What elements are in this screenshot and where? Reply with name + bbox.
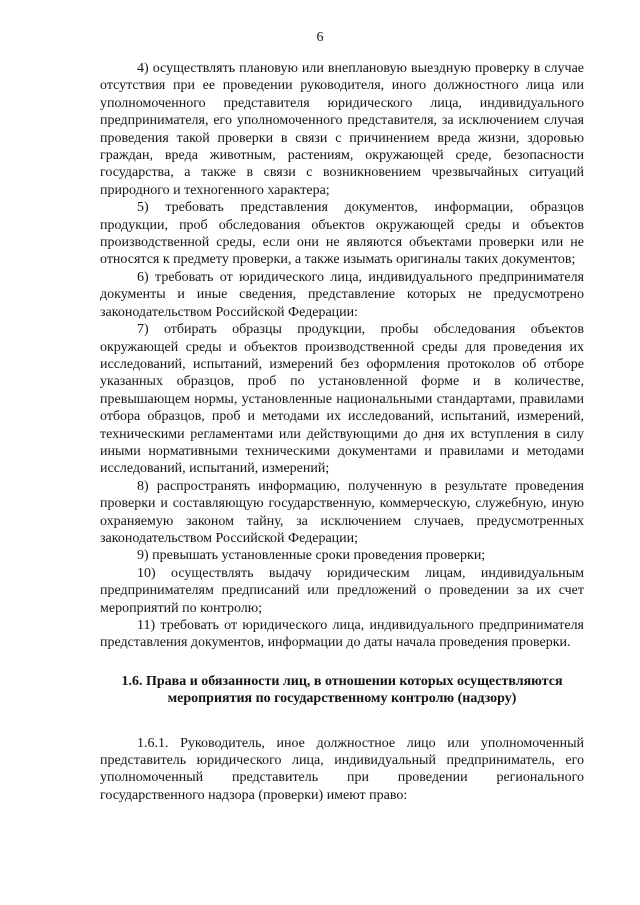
list-item-6: 6) требовать от юридического лица, индивидуального предпринимателя документы и иные сведения, представление которых не предусмотрено законодательством Российской Федерации:: [100, 269, 584, 320]
section-spacer: [100, 708, 584, 735]
list-item-5: 5) требовать представления документов, информации, образцов продукции, проб обследования объектов окружающей среды и объектов производственной среды, если они не являются объектами проверки или не относятся к предмету проверки, а также изымать оригиналы таких документов;: [100, 200, 584, 268]
section-heading-line-2: мероприятия по государственному контролю (надзору): [167, 691, 517, 707]
page-number: 6: [316, 30, 324, 45]
list-item-7: 7) отбирать образцы продукции, пробы обследования объектов окружающей среды и объектов производственной среды для проведения их исследований, испытаний, измерений без оформления протоколов об отборе указанных образцов, проб по установленной форме и в количестве, превышающем нормы, установленные национальными стандартами, правилами отбора образцов, проб и методами их исследований, испытаний, измерений, техническими регламентами или действующими до дня их вступления в силу иными нормативными техническими документами и правилами и методами исследований, испытаний, измерений;: [100, 322, 584, 477]
list-item-10: 10) осуществлять выдачу юридическим лицам, индивидуальным предпринимателям предписаний или предложений о проведении за их счет мероприятий по контролю;: [100, 565, 584, 616]
list-item-11: 11) требовать от юридического лица, индивидуального предпринимателя представления документов, информации до даты начала проведения проверки.: [100, 618, 584, 651]
list-item-9: 9) превышать установленные сроки проведения проверки;: [137, 548, 486, 564]
list-item-4: 4) осуществлять плановую или внеплановую выездную проверку в случае отсутствия при ее проведении руководителя, иного должностного лица или уполномоченного представителя юридического лица, индивидуального предпринимателя, его уполномоченного представителя, за исключением случая проведения такой проверки в связи с причинением вреда жизни, здоровью граждан, вреда животным, растениям, окружающей среде, безопасности государства, а также в связи с возникновением чрезвычайных ситуаций природного и техногенного характера;: [100, 61, 584, 198]
list-item-8: 8) распространять информацию, полученную в результате проведения проверки и составляющую государственную, коммерческую, служебную, иную охраняемую законом тайну, за исключением случаев, предусмотренных законодательством Российской Федерации;: [100, 478, 584, 546]
section-heading-line-1: 1.6. Права и обязанности лиц, в отношении которых осуществляются: [121, 673, 563, 689]
section-paragraph: 1.6.1. Руководитель, иное должностное лицо или уполномоченный представитель юридического лица, индивидуальный предприниматель, его уполномоченный представитель при проведении регионального государственного надзора (проверки) имеют право:: [100, 735, 584, 803]
section-heading: [100, 673, 584, 708]
page-content: [100, 60, 584, 804]
